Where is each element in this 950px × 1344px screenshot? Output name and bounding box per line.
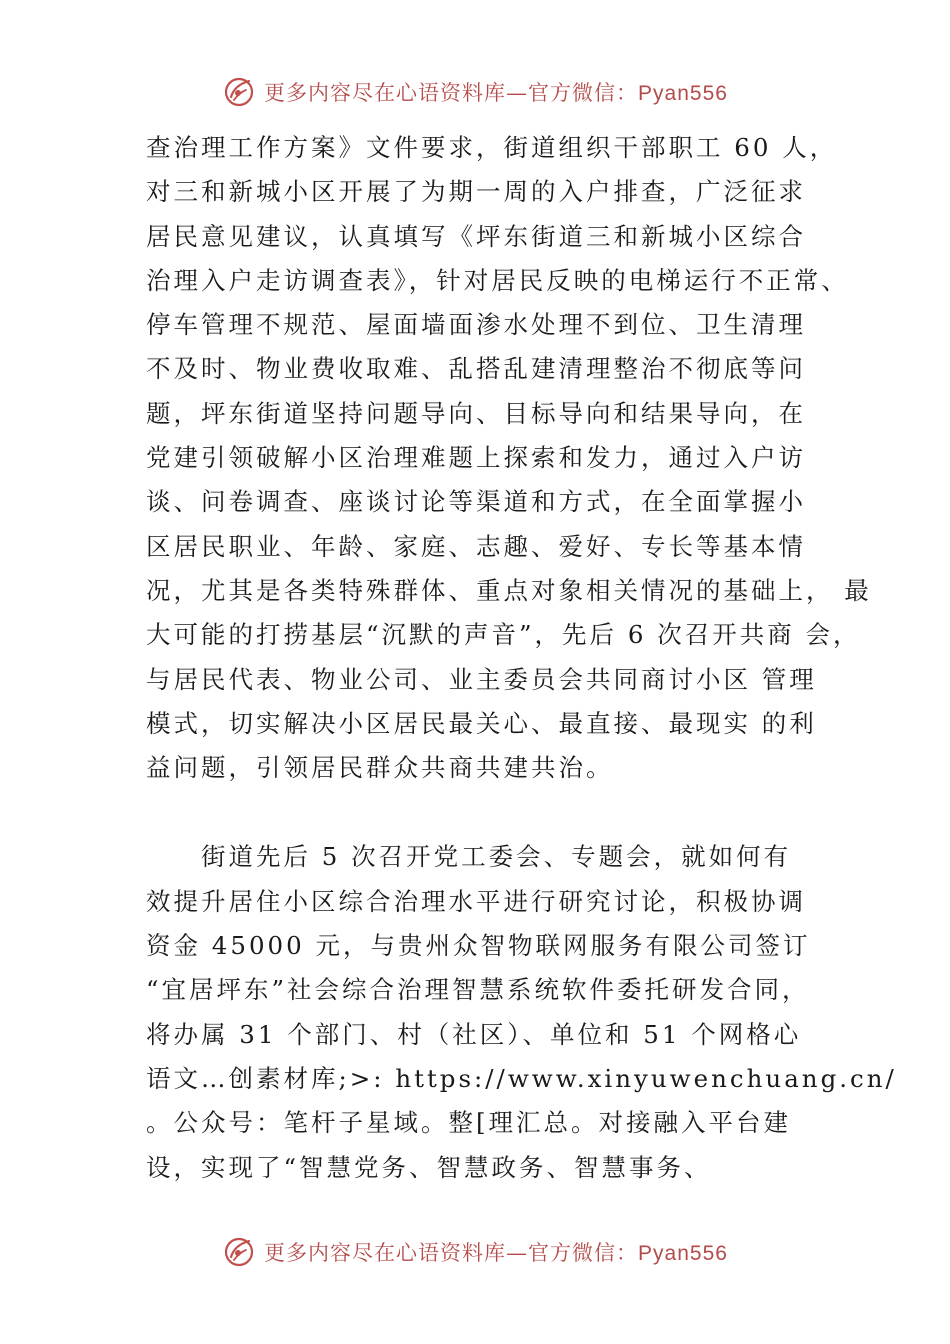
header-banner bbox=[0, 72, 950, 112]
text-line: 区居民职业、年龄、家庭、志趣、爱好、专长等基本情 bbox=[146, 531, 806, 561]
text-line: 治理入户走访调查表》，针对居民反映的电梯运行不正常、 bbox=[146, 265, 849, 295]
text-line: 益问题，引领居民群众共商共建共治。 bbox=[146, 753, 614, 783]
text-line: 效提升居住小区综合治理水平进行研究讨论，积极协调 bbox=[146, 886, 806, 916]
paragraph-spacer bbox=[146, 790, 846, 835]
text-line: 查治理工作方案》文件要求，街道组织干部职工 60 人， bbox=[146, 133, 838, 162]
document-body bbox=[146, 126, 897, 1190]
text-line: 。公众号：笔杆子星域。整[理汇总。对接融入平台建 bbox=[146, 1108, 792, 1138]
text-line: 设，实现了“智慧党务、智慧政务、智慧事务、 bbox=[146, 1152, 712, 1182]
footer-banner bbox=[0, 1232, 950, 1272]
header-banner-text: 更多内容尽在心语资料库—官方微信：Pyan556 bbox=[264, 81, 728, 105]
xinyu-logo-icon bbox=[222, 1235, 256, 1269]
text-line: 况，尤其是各类特殊群体、重点对象相关情况的基础上， 最 bbox=[146, 575, 872, 605]
footer-banner-text: 更多内容尽在心语资料库—官方微信：Pyan556 bbox=[264, 1241, 728, 1265]
text-line: 居民意见建议，认真填写《坪东街道三和新城小区综合 bbox=[146, 221, 806, 251]
text-line: 大可能的打捞基层“沉默的声音”，先后 6 次召开共商 会， bbox=[146, 620, 861, 650]
text-line: 停车管理不规范、屋面墙面渗水处理不到位、卫生清理 bbox=[146, 310, 806, 340]
text-line: 不及时、物业费收取难、乱搭乱建清理整治不彻底等问 bbox=[146, 354, 806, 384]
text-line: 模式，切实解决小区居民最关心、最直接、最现实 的利 bbox=[146, 708, 817, 738]
text-line: 将办属 31 个部门、村（社区）、单位和 51 个网格心 bbox=[146, 1019, 802, 1049]
text-line: 题，坪东街道坚持问题导向、目标导向和结果导向，在 bbox=[146, 398, 806, 428]
text-line: 街道先后 5 次召开党工委会、专题会，就如何有 bbox=[146, 842, 792, 872]
xinyu-logo-icon bbox=[222, 75, 256, 109]
paragraph-1 bbox=[146, 126, 872, 790]
text-line: 谈、问卷调查、座谈讨论等渠道和方式，在全面掌握小 bbox=[146, 487, 806, 517]
text-line: 党建引领破解小区治理难题上探索和发力，通过入户访 bbox=[146, 443, 806, 473]
paragraph-2 bbox=[146, 835, 897, 1189]
text-line: 与居民代表、物业公司、业主委员会共同商讨小区 管理 bbox=[146, 664, 817, 694]
text-line: 语文…创素材库;>: https://www.xinyuwenchuang.cn/ bbox=[146, 1063, 897, 1093]
text-line: 资金 45000 元，与贵州众智物联网服务有限公司签订 bbox=[146, 931, 811, 961]
text-line: 对三和新城小区开展了为期一周的入户排查，广泛征求 bbox=[146, 177, 806, 207]
text-line: “宜居坪东”社会综合治理智慧系统软件委托研发合同， bbox=[146, 975, 810, 1005]
